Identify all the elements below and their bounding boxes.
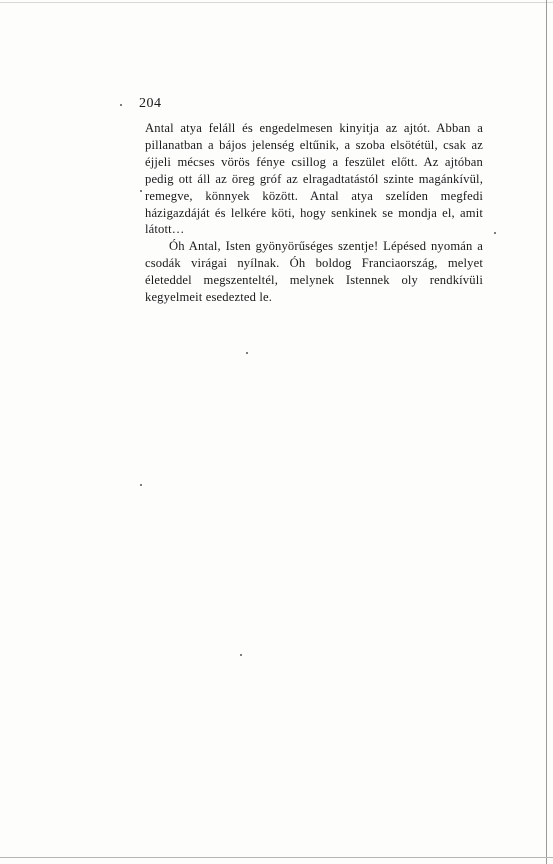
body-text <box>145 120 483 306</box>
scan-edge-top <box>0 2 553 3</box>
scan-edge-right <box>546 0 547 864</box>
scan-speck <box>140 484 142 486</box>
scan-speck <box>140 190 142 192</box>
paragraph-1: Antal atya feláll és engedelmesen kinyitja az ajtót. Abban a pillanatban a bájos jelenség eltűnik, a szoba elsötétül, csak az éjjeli mécses vörös fénye csillog a feszület előtt. Az ajtóban pedig ott áll az öreg gróf az elragadtatástól szinte magánkívül, remegve, könnyek között. Antal atya szelíden megfedi házigazdáját és lelkére köti, hogy senkinek se mondja el, amit látott… <box>145 121 483 237</box>
scan-speck <box>246 352 248 354</box>
page-number: 204 <box>139 96 162 111</box>
paragraph-2: Óh Antal, Isten gyönyörűséges szentje! Lépésed nyomán a csodák virágai nyílnak. Óh boldog Franciaország, melyet életeddel megszenteltél, melynek Istennek oly rendkívüli kegyelmeit esedezted le. <box>145 239 483 305</box>
scan-speck <box>494 232 496 234</box>
scan-edge-bottom <box>0 857 553 858</box>
scan-speck <box>120 104 122 106</box>
scan-speck <box>240 654 242 656</box>
